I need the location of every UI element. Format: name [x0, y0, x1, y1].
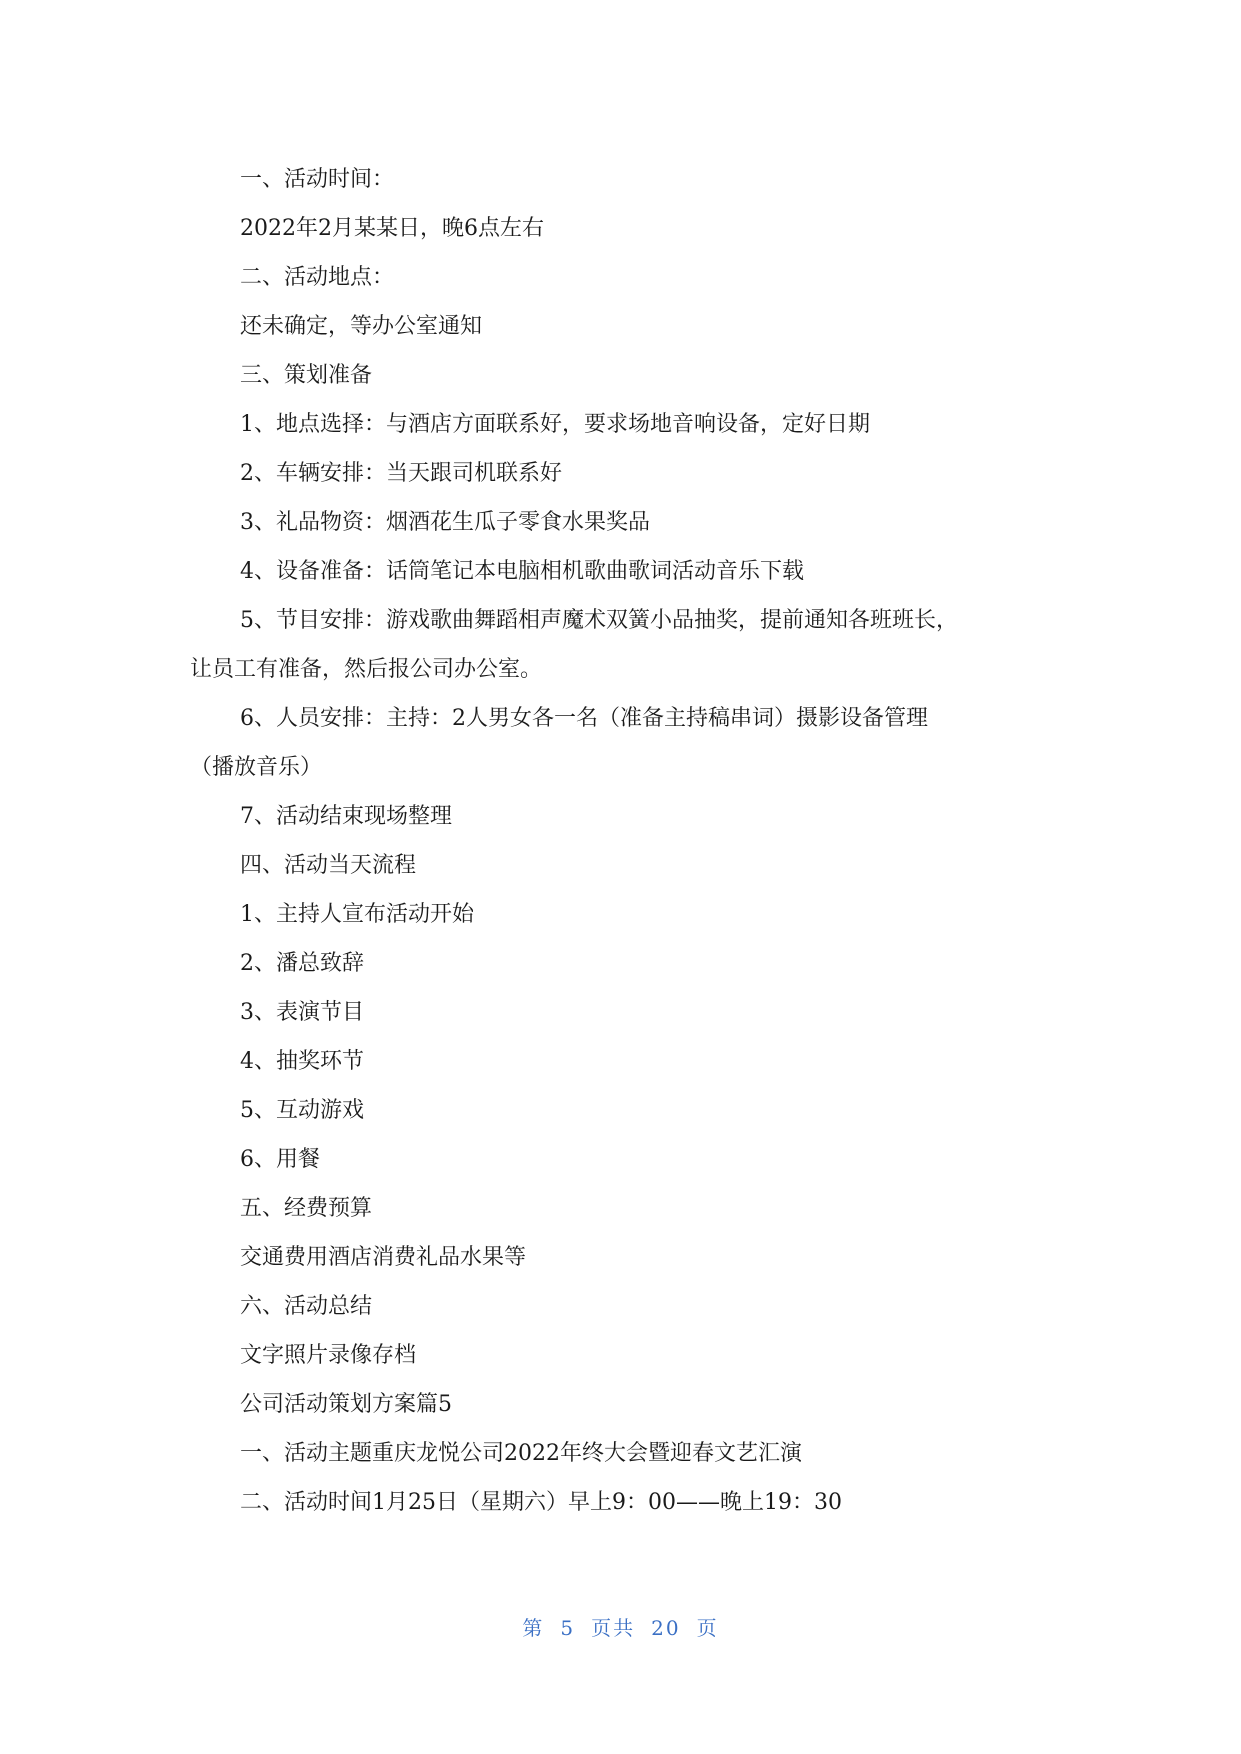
paragraph: 4、抽奖环节: [240, 1049, 364, 1074]
section-heading: 六、活动总结: [240, 1294, 373, 1319]
current-page-number: 5: [560, 1616, 576, 1640]
paragraph: 7、活动结束现场整理: [240, 804, 452, 829]
paragraph: 文字照片录像存档: [240, 1343, 417, 1368]
paragraph-continuation: （播放音乐）: [190, 755, 323, 780]
section-heading: 四、活动当天流程: [240, 853, 417, 878]
paragraph: 一、活动时间：: [240, 167, 395, 192]
paragraph: 2、潘总致辞: [240, 951, 364, 976]
footer-middle: 页共: [591, 1616, 636, 1640]
document-body: [190, 155, 1050, 1527]
page-footer: [0, 1612, 1241, 1641]
paragraph: 5、节目安排：游戏歌曲舞蹈相声魔术双簧小品抽奖，提前通知各班班长，: [240, 608, 958, 633]
paragraph-continuation: 让员工有准备，然后报公司办公室。: [190, 657, 543, 682]
paragraph: 2022年2月某某日，晚6点左右: [240, 216, 544, 241]
paragraph: 6、用餐: [240, 1147, 320, 1172]
footer-prefix: 第: [522, 1616, 545, 1640]
paragraph: 4、设备准备：话筒笔记本电脑相机歌曲歌词活动音乐下载: [240, 559, 804, 584]
paragraph: 二、活动时间1月25日（星期六）早上9：00——晚上19：30: [240, 1490, 842, 1515]
paragraph: 3、礼品物资：烟酒花生瓜子零食水果奖品: [240, 510, 650, 535]
document-title: 公司活动策划方案篇5: [240, 1392, 452, 1417]
paragraph: 5、互动游戏: [240, 1098, 364, 1123]
paragraph: 1、主持人宣布活动开始: [240, 902, 474, 927]
paragraph: 1、地点选择：与酒店方面联系好，要求场地音响设备，定好日期: [240, 412, 870, 437]
paragraph: 三、策划准备: [240, 363, 373, 388]
paragraph: 二、活动地点：: [240, 265, 395, 290]
footer-suffix: 页: [696, 1616, 719, 1640]
paragraph: 3、表演节目: [240, 1000, 364, 1025]
total-pages-number: 20: [651, 1616, 681, 1640]
section-heading: 五、经费预算: [240, 1196, 373, 1221]
paragraph: 还未确定，等办公室通知: [240, 314, 483, 339]
paragraph: 一、活动主题重庆龙悦公司2022年终大会暨迎春文艺汇演: [240, 1441, 802, 1466]
paragraph: 2、车辆安排：当天跟司机联系好: [240, 461, 562, 486]
paragraph: 6、人员安排：主持：2人男女各一名（准备主持稿串词）摄影设备管理: [240, 706, 928, 731]
paragraph: 交通费用酒店消费礼品水果等: [240, 1245, 527, 1270]
